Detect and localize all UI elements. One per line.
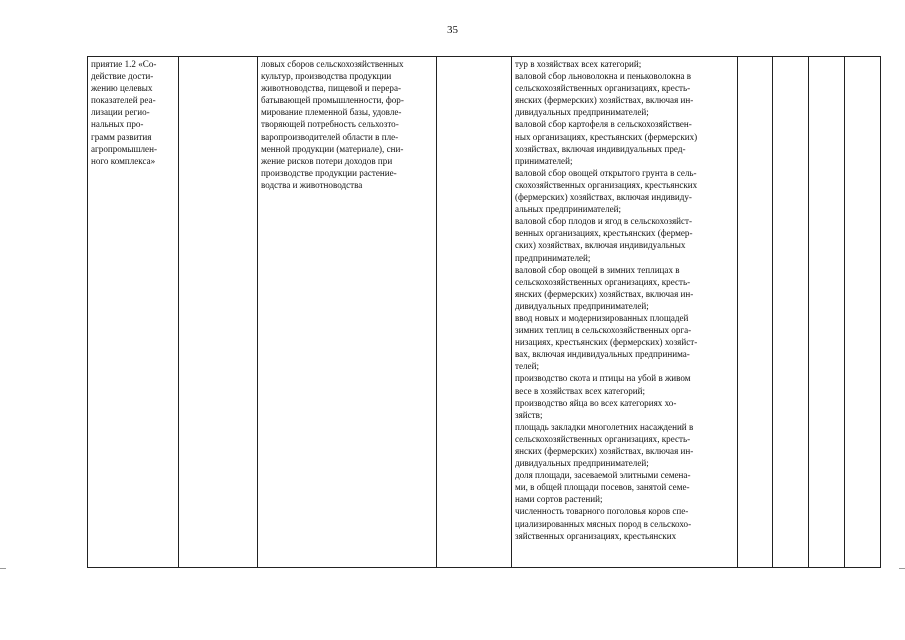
cell-text-line: площадь закладки многолетних насаждений в [515,421,694,432]
cell-text-line: жению целевых [91,83,153,94]
cell-text-line: зяйств; [515,409,543,420]
cell-text-line: ввод новых и модернизированных площадей [515,312,689,323]
measure-description-cell [258,57,437,568]
indicators-cell [512,57,738,568]
cell-text-line: янских (фермерских) хозяйствах, включая ин- [515,95,694,106]
cell-text-line: приятие 1.2 «Со- [91,59,157,69]
cell-text-line: мирование племенной базы, удовле- [261,107,402,118]
cell-text-line: дивидуальных предпринимателей; [515,107,649,118]
left-margin-mark [0,568,6,569]
page-number: 35 [447,24,458,36]
cell-text-line: дивидуальных предпринимателей; [515,300,649,311]
cell-text-line: животноводства, пищевой и перера- [261,83,402,94]
cell-text-line: валовой сбор льноволокна и пеньковолокна в [515,71,692,82]
cell-text-line: менной продукции (материале), сни- [261,143,404,154]
cell-text-line: ных организациях, крестьянских (фермерских) [515,131,698,142]
cell-text-line: творяющей потребность сельхозто- [261,119,399,130]
cell-text-line: валовой сбор картофеля в сельскохозяйствен- [515,119,692,130]
cell-text-line: тур в хозяйствах всех категорий; [515,59,642,69]
cell-text-line: ми, в общей площади посевов, занятой семе- [515,482,690,493]
cell-text-line: нальных про- [91,119,144,130]
cell-text-line: культур, производства продукции [261,71,392,82]
measure-name-cell [88,57,179,568]
cell-text-line: зимних теплиц в сельскохозяйственных орга- [515,325,692,336]
cell-text-line: показателей реа- [91,95,156,106]
empty-cell-8 [809,57,845,568]
right-margin-mark [899,568,905,569]
cell-text-line: принимателей; [515,155,573,166]
cell-text-line: валовой сбор плодов и ягод в сельскохозяйст- [515,216,693,227]
cell-text-line: ских) хозяйствах, включая индивидуальных [515,240,686,251]
cell-text-line: янских (фермерских) хозяйствах, включая ин- [515,288,694,299]
cell-text-line: варопроизводителей области в пле- [261,131,399,142]
cell-text-line: нами сортов растений; [515,494,603,505]
cell-text-line: вах, включая индивидуальных предпринима- [515,349,690,360]
program-table [87,56,881,568]
empty-cell-4 [437,57,512,568]
cell-text-line: хозяйствах, включая индивидуальных пред- [515,143,686,154]
cell-text-line: скохозяйственных организациях, крестьянских [515,179,698,190]
cell-text-line: производство скота и птицы на убой в живом [515,373,691,384]
empty-cell-9 [845,57,881,568]
cell-text-line: водства и животноводства [261,179,363,190]
cell-text-line: предпринимателей; [515,252,591,263]
cell-text-line: венных организациях, крестьянских (фермер- [515,228,693,239]
cell-text-line: валовой сбор овощей открытого грунта в сель- [515,167,697,178]
cell-text-line: сельскохозяйственных организациях, кресть- [515,83,691,94]
cell-text-line: циализированных мясных пород в сельскохо- [515,518,692,529]
cell-text-line: ного комплекса» [91,155,156,166]
cell-text-line: производство яйца во всех категориях хо- [515,397,677,408]
cell-text-line: телей; [515,361,539,372]
cell-text-line: зяйственных организациях, крестьянских [515,530,677,541]
cell-text-line: низациях, крестьянских (фермерских) хозяйст- [515,337,698,348]
cell-text-line: производстве продукции растение- [261,167,397,178]
cell-text-line: янских (фермерских) хозяйствах, включая ин- [515,446,694,456]
cell-text-line: грамм развития [91,131,152,142]
cell-text-line: сельскохозяйственных организациях, кресть- [515,433,691,444]
cell-text-line: батывающей промышленности, фор- [261,95,404,106]
cell-text-line: (фермерских) хозяйствах, включая индивиду- [515,192,692,203]
cell-text-line: агропромышлен- [91,143,157,154]
cell-text-line: численность товарного поголовья коров спе- [515,506,689,517]
empty-cell-6 [738,57,773,568]
empty-cell-2 [179,57,258,568]
cell-text-line: доля площади, засеваемой элитными семена- [515,470,691,481]
table-row [88,57,881,568]
cell-text-line: действие дости- [91,71,154,82]
cell-text-line: весе в хозяйствах всех категорий; [515,385,646,396]
cell-text-line: ловых сборов сельскохозяйственных [261,59,404,69]
cell-text-line: альных предпринимателей; [515,204,622,215]
empty-cell-7 [773,57,809,568]
cell-text-line: сельскохозяйственных организациях, кресть- [515,276,691,287]
cell-text-line: дивидуальных предпринимателей; [515,458,649,469]
cell-text-line: валовой сбор овощей в зимних теплицах в [515,264,680,275]
cell-text-line: жение рисков потери доходов при [261,155,393,166]
cell-text-line: лизации регио- [91,107,150,118]
